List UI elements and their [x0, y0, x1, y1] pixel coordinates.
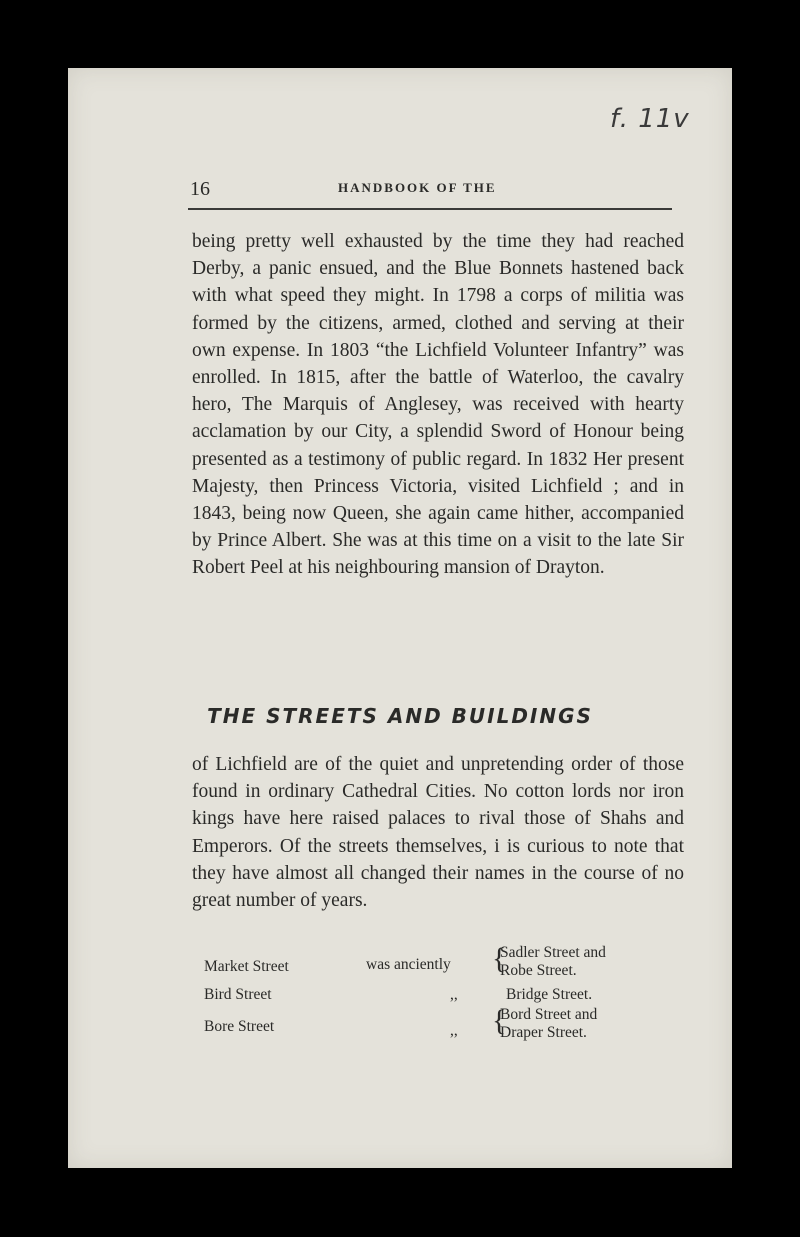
street-former-name-line1: Bridge Street. — [506, 986, 593, 1003]
section-heading: THE STREETS AND BUILDINGS — [207, 704, 593, 728]
brace: { — [492, 1004, 507, 1037]
page-number: 16 — [190, 178, 210, 200]
street-current-name: Bore Street — [204, 1018, 275, 1035]
street-former-name-line2: Robe Street. — [500, 962, 577, 979]
running-title: HANDBOOK OF THE — [338, 180, 497, 195]
brace: { — [492, 942, 507, 975]
street-current-name: Market Street — [204, 958, 289, 975]
header-rule — [188, 208, 672, 210]
folio-annotation: f. 11v — [610, 104, 690, 134]
street-relation: was anciently — [366, 956, 451, 973]
street-former-name-line2: Draper Street. — [500, 1024, 587, 1041]
paragraph-history: being pretty well exhausted by the time they had reached Derby, a panic ensued, and the Blue Bonnets hastened back with what speed they might. In 1798 a corps of militia was formed by the citizens, armed, clothed and serving at their own expense. In 1803 “the Lichfield Volunteer Infantry” was enrolled. In 1815, after the battle of Waterloo, the cavalry hero, The Marquis of Anglesey, was received with hearty acclamation by our City, a splendid Sword of Honour being presented as a testimony of public regard. In 1832 Her present Majesty, then Princess Victoria, visited Lichfield ; and in 1843, being now Queen, she again came hither, accompanied by Prince Albert. She was at this time on a visit to the late Sir Robert Peel at his neighbouring mansion of Drayton. — [192, 231, 684, 579]
paragraph-streets: of Lichfield are of the quiet and unpretending order of those found in ordinary Cathedral Cities. No cotton lords nor iron kings have here raised palaces to rival those of Shahs and Emperors. Of the streets themselves, i is curious to note that they have almost all changed their names in the course of no great number of years. — [192, 754, 684, 912]
street-row-market — [204, 942, 674, 979]
street-former-name-line1: Sadler Street and — [500, 944, 606, 961]
street-row-bird — [204, 986, 674, 1010]
book-page — [68, 68, 732, 1168]
street-relation: ,, — [450, 986, 458, 1003]
street-former-name-line1: Bord Street and — [500, 1006, 598, 1023]
street-row-bore — [204, 1004, 674, 1041]
street-current-name: Bird Street — [204, 986, 272, 1003]
street-relation: ,, — [450, 1022, 458, 1039]
